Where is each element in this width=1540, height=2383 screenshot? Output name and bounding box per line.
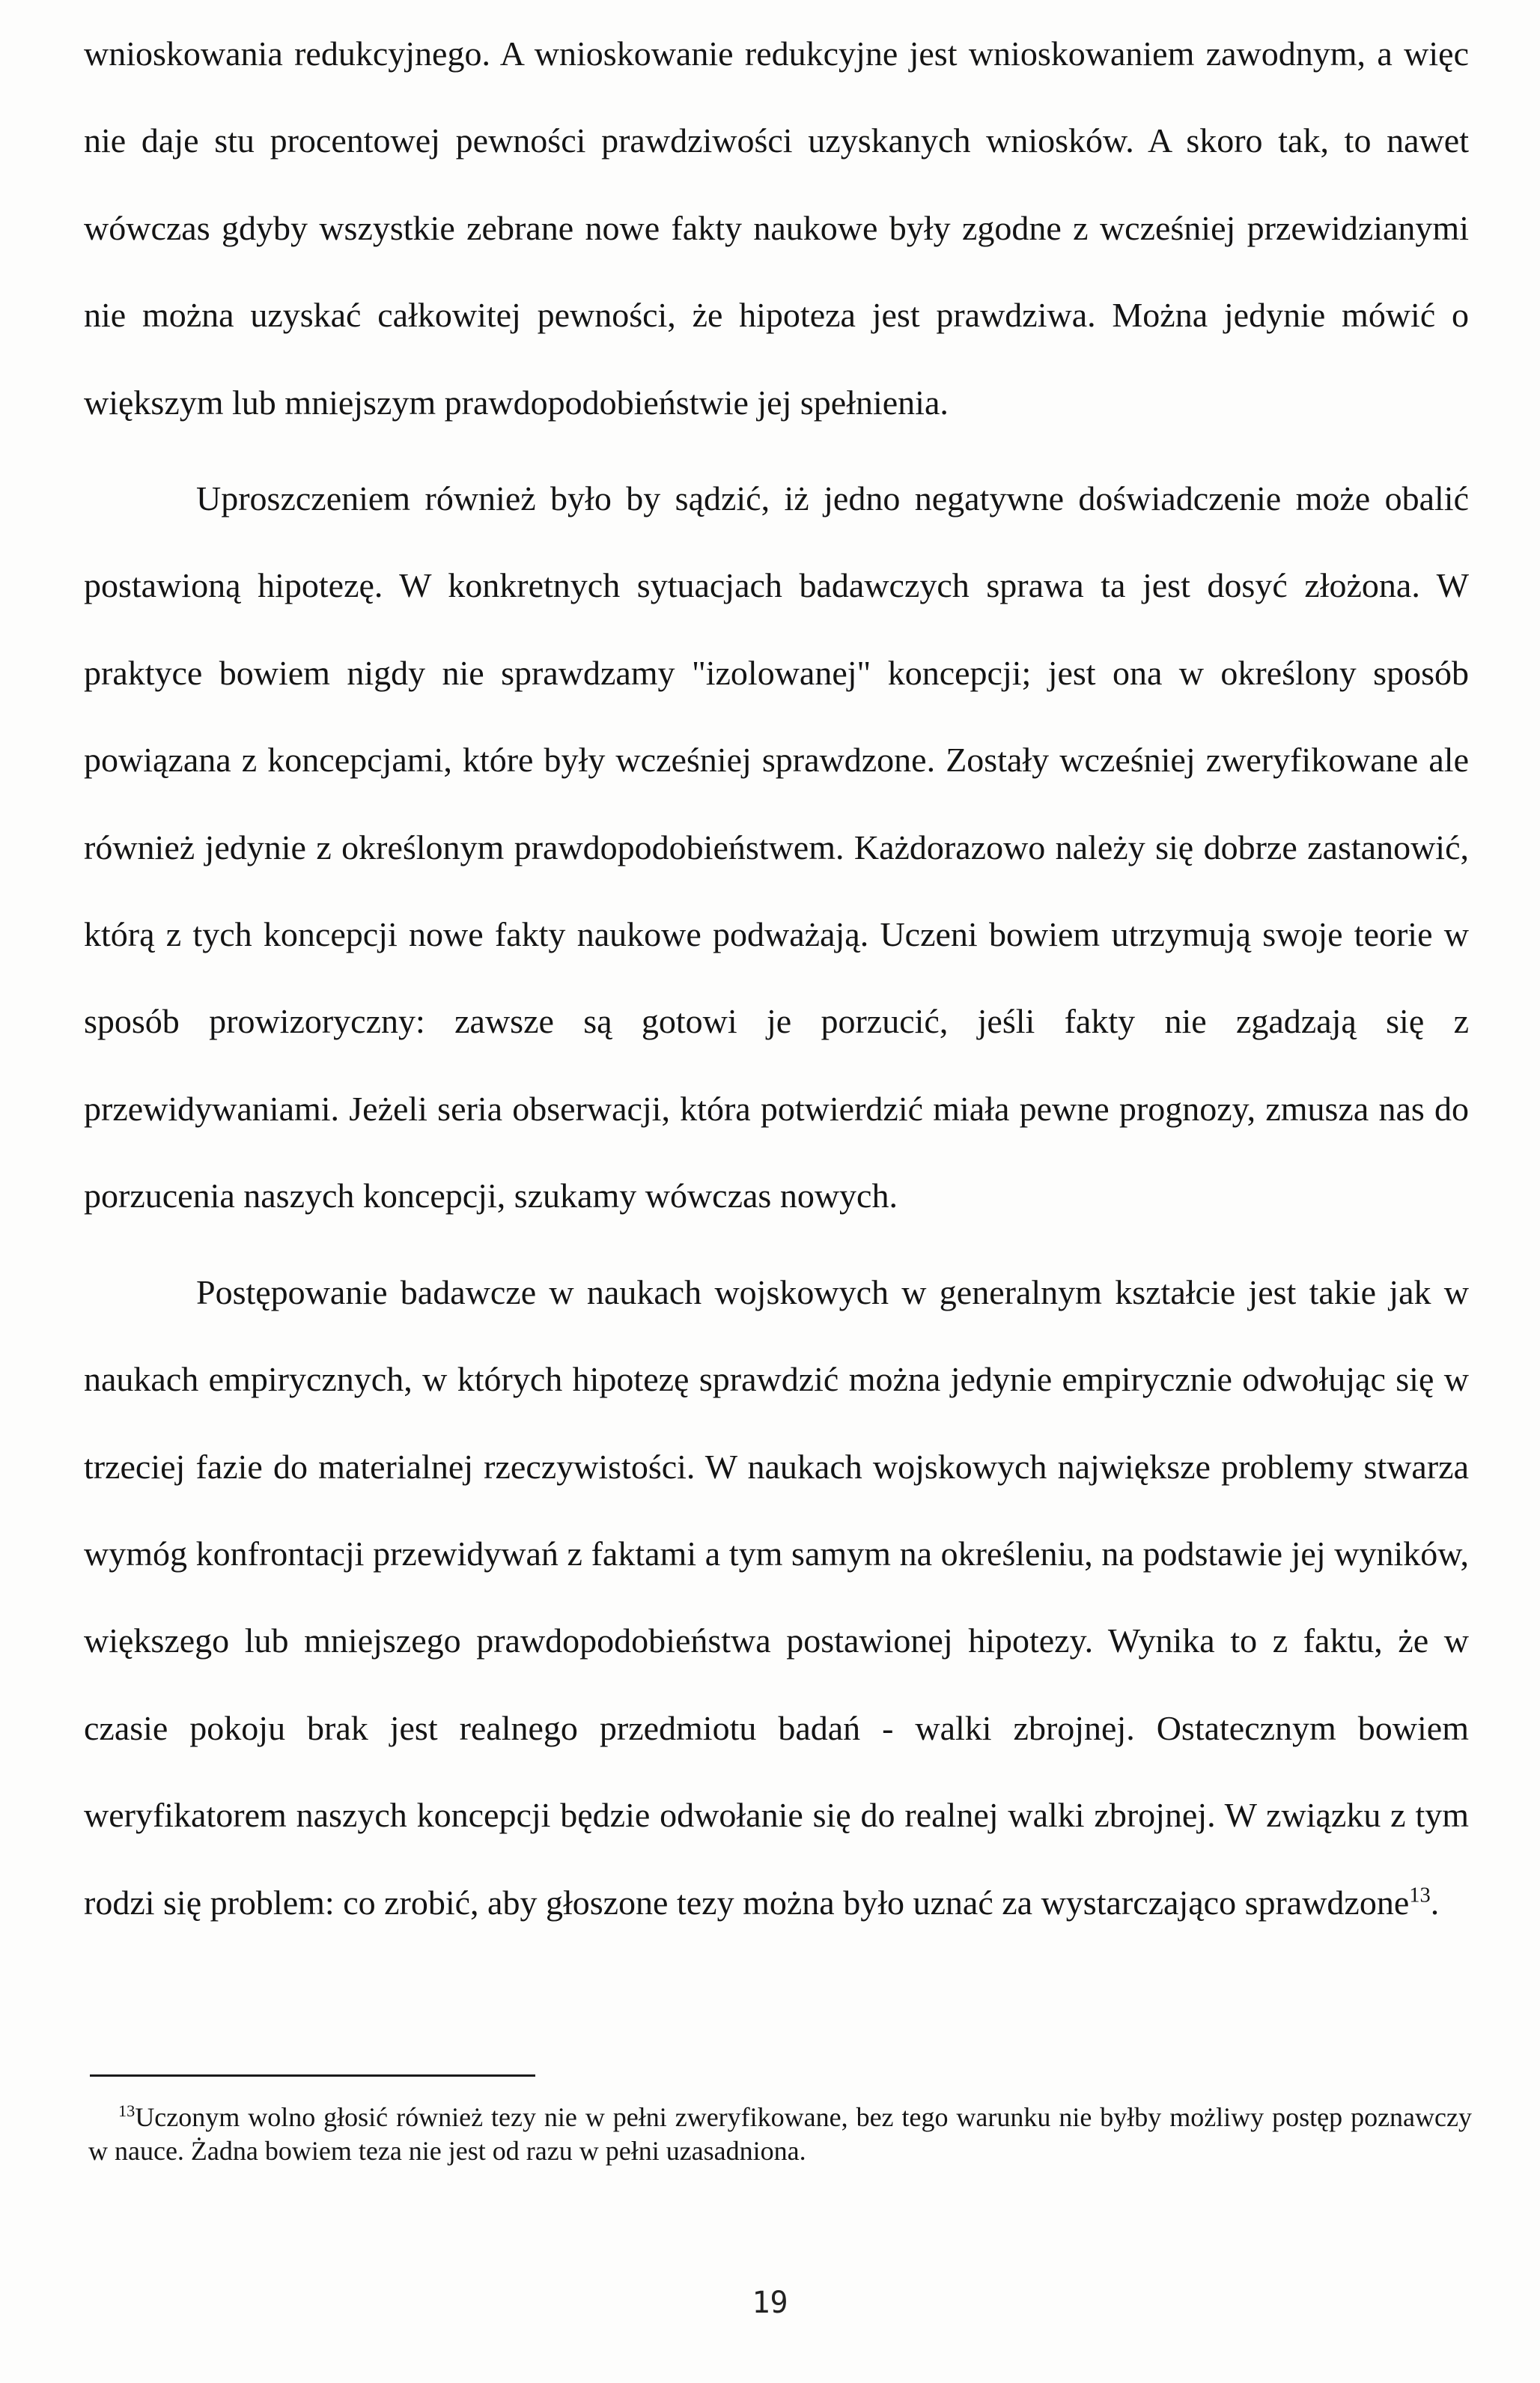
paragraph-3-trailing: .	[1430, 1883, 1440, 1922]
footnote	[88, 2101, 1472, 2168]
footnote-divider	[90, 2074, 535, 2077]
paragraph-2	[84, 455, 1469, 1240]
footnote-reference: 13	[1409, 1883, 1431, 1907]
footnote-text: Uczonym wolno głosić również tezy nie w pełni zweryfikowane, bez tego warunku nie byłby możliwy postęp poznawczy w nauce. Żadna bowiem teza nie jest od razu w pełni uzasadniona.	[88, 2102, 1472, 2166]
paragraph-3-text: Postępowanie badawcze w naukach wojskowych w generalnym kształcie jest takie jak w naukach empirycznych, w których hipotezę sprawdzić można jedynie empirycznie odwołując się w trzeciej fazie do materialnej rzeczywistości. W naukach wojskowych największe problemy stwarza wymóg konfrontacji przewidywań z faktami a tym samym na określeniu, na podstawie jej wyników, większego lub mniejszego prawdopodobieństwa postawionej hipotezy. Wynika to z faktu, że w czasie pokoju brak jest realnego przedmiotu badań - walki zbrojnej. Ostatecznym bowiem weryfikatorem naszych koncepcji będzie odwołanie się do realnej walki zbrojnej. W związku z tym rodzi się problem: co zrobić, aby głoszone tezy można było uznać za wystarczająco sprawdzone	[84, 1272, 1469, 1922]
main-text	[84, 10, 1469, 1946]
paragraph-2-text: Uproszczeniem również było by sądzić, iż jedno negatywne doświadczenie może obalić postawioną hipotezę. W konkretnych sytuacjach badawczych sprawa ta jest dosyć złożona. W praktyce bowiem nigdy nie sprawdzamy "izolowanej" koncepcji; jest ona w określony sposób powiązana z koncepcjami, które były wcześniej sprawdzone. Zostały wcześniej zweryfikowane ale również jedynie z określonym prawdopodobieństwem. Każdorazowo należy się dobrze zastanowić, którą z tych koncepcji nowe fakty naukowe podważają. Uczeni bowiem utrzymują swoje teorie w sposób prowizoryczny: zawsze są gotowi je porzucić, jeśli fakty nie zgadzają się z przewidywaniami. Jeżeli seria obserwacji, która potwierdzić miała pewne prognozy, zmusza nas do porzucenia naszych koncepcji, szukamy wówczas nowych.	[84, 479, 1469, 1215]
footnote-number: 13	[118, 2101, 136, 2120]
page-number: 19	[752, 2286, 788, 2320]
paragraph-1-text: wnioskowania redukcyjnego. A wnioskowanie redukcyjne jest wnioskowaniem zawodnym, a więc nie daje stu procentowej pewności prawdziwości uzyskanych wniosków. A skoro tak, to nawet wówczas gdyby wszystkie zebrane nowe fakty naukowe były zgodne z wcześniej przewidzianymi nie można uzyskać całkowitej pewności, że hipoteza jest prawdziwa. Można jedynie mówić o większym lub mniejszym prawdopodobieństwie jej spełnienia.	[84, 34, 1469, 422]
paragraph-3	[84, 1249, 1469, 1946]
paragraph-1	[84, 10, 1469, 446]
